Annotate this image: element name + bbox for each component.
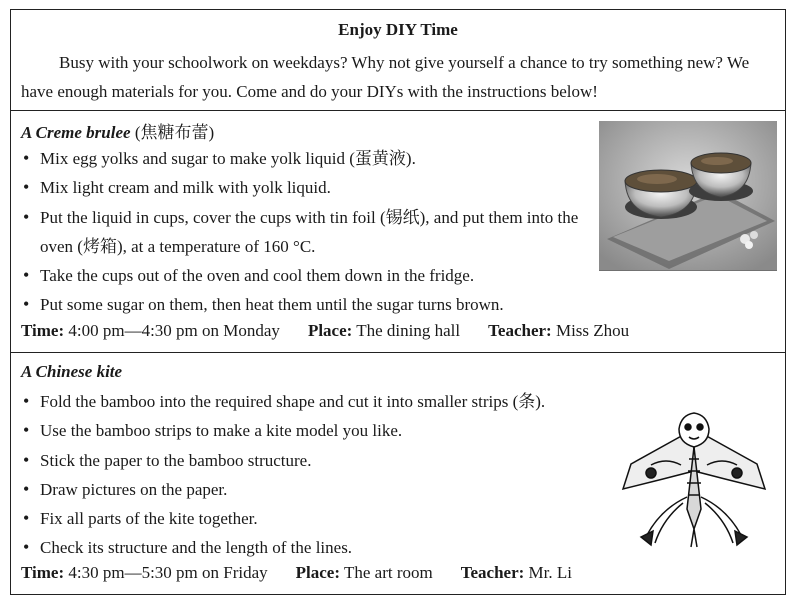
place-label: Place: (307, 321, 353, 340)
list-item: • Fix all parts of the kite together. (21, 504, 641, 533)
list-item: • Stick the paper to the bamboo structure. (21, 446, 641, 475)
time-label: Time: (21, 321, 65, 340)
teacher-value: Miss Zhou (555, 321, 630, 340)
intro-section (11, 10, 785, 111)
list-item: • Put some sugar on them, then heat them until the sugar turns brown. (21, 290, 586, 319)
creme-brulee-details (21, 321, 629, 341)
chinese-kite-drawing (611, 409, 777, 549)
teacher-label: Teacher: (460, 563, 525, 582)
teacher-label: Teacher: (488, 321, 552, 340)
intro-text: Busy with your schoolwork on weekdays? Why not give yourself a chance to try something new? We have enough materials for you. Come and do your DIYs with the instructions below! (21, 53, 750, 101)
list-item: • Use the bamboo strips to make a kite model you like. (21, 416, 641, 445)
list-item: • Draw pictures on the paper. (21, 475, 641, 504)
chinese-kite-steps (21, 387, 641, 563)
list-item: • Take the cups out of the oven and cool them down in the fridge. (21, 261, 586, 290)
place-label: Place: (295, 563, 341, 582)
place-value: The dining hall (356, 321, 461, 340)
time-value: 4:30 pm—5:30 pm on Friday (68, 563, 268, 582)
list-item: • Fold the bamboo into the required shape and cut it into smaller strips (条). (21, 387, 641, 416)
creme-brulee-steps (21, 144, 586, 320)
notice-title: Enjoy DIY Time (338, 20, 458, 39)
time-value: 4:00 pm—4:30 pm on Monday (68, 321, 280, 340)
chinese-kite-section (11, 353, 785, 594)
chinese-kite-details (21, 563, 572, 583)
creme-brulee-name: A Creme brulee (21, 123, 131, 142)
creme-brulee-section (11, 111, 785, 353)
diy-notice (10, 9, 786, 595)
chinese-kite-heading: A Chinese kite (21, 362, 123, 381)
list-item: • Check its structure and the length of the lines. (21, 533, 641, 562)
teacher-value: Mr. Li (528, 563, 572, 582)
creme-brulee-photo (599, 121, 777, 271)
creme-brulee-heading (21, 118, 214, 143)
list-item: • Put the liquid in cups, cover the cups with tin foil (锡纸), and put them into the oven (烤箱), at a temperature of 160 °C. (21, 203, 586, 262)
list-item: • Mix light cream and milk with yolk liquid. (21, 173, 586, 202)
creme-brulee-name-cn: (焦糖布蕾) (134, 123, 215, 142)
time-label: Time: (21, 563, 65, 582)
list-item: • Mix egg yolks and sugar to make yolk liquid (蛋黄液). (21, 144, 586, 173)
place-value: The art room (343, 563, 433, 582)
